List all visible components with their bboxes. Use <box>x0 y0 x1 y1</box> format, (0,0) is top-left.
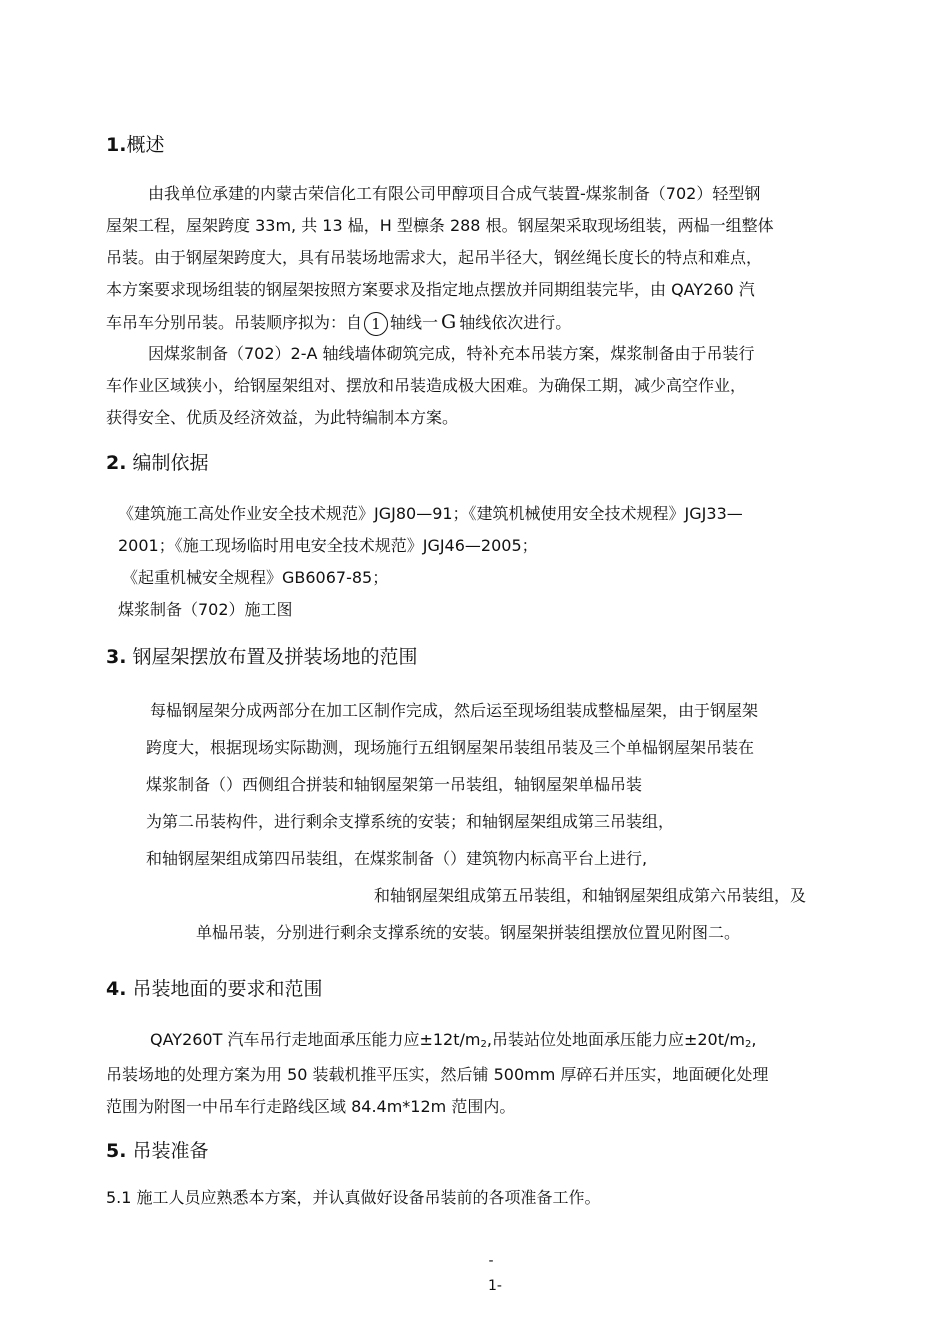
section-1-paragraph-2 <box>106 338 755 434</box>
section-3-line-1: 每榀钢屋架分成两部分在加工区制作完成，然后运至现场组装成整榀屋架，由于钢屋架 <box>150 701 759 720</box>
section-number: 3. <box>106 646 127 668</box>
section-3-line-6: 和轴钢屋架组成第五吊装组，和轴钢屋架组成第六吊装组，及 <box>374 886 807 905</box>
text-line: 吊装场地的处理方案为用 50 装载机推平压实，然后铺 500mm 厚碎石并压实，地面硬化处理 <box>106 1065 769 1084</box>
reference-line: 《建筑施工高处作业安全技术规范》JGJ80—91；《建筑机械使用安全技术规程》JGJ33— <box>118 504 743 523</box>
reference-line: 2001；《施工现场临时用电安全技术规范》JGJ46—2005； <box>118 536 538 555</box>
section-number: 2. <box>106 452 127 474</box>
section-title: 吊装地面的要求和范围 <box>132 978 323 1000</box>
text-run: ,吊装站位处地面承压能力应±20t/m <box>486 1030 745 1049</box>
section-number: 1. <box>106 134 127 156</box>
text-line: 屋架工程，屋架跨度 33m, 共 13 榀，H 型檩条 288 根。钢屋架采取现场组装，两榀一组整体 <box>106 216 774 235</box>
section-3-line-2: 跨度大，根据现场实际勘测，现场施行五组钢屋架吊装组吊装及三个单榀钢屋架吊装在 <box>146 738 755 757</box>
section-number: 4. <box>106 978 127 1000</box>
section-3-line-4: 为第二吊装构件，进行剩余支撑系统的安装；和轴钢屋架组成第三吊装组， <box>146 812 675 831</box>
text-run: QAY260T 汽车吊行走地面承压能力应±12t/m <box>150 1030 481 1049</box>
text-line: 吊装。由于钢屋架跨度大，具有吊装场地需求大，起吊半径大，钢丝绳长度长的特点和难点， <box>106 248 763 267</box>
section-3-line-5: 和轴钢屋架组成第四吊装组，在煤浆制备（）建筑物内标高平台上进行, <box>146 849 648 868</box>
text-line: 由我单位承建的内蒙古荣信化工有限公司甲醇项目合成气装置-煤浆制备（702）轻型钢 <box>148 184 761 203</box>
text-line <box>106 306 774 339</box>
section-5-line-1: 5.1 施工人员应熟悉本方案，并认真做好设备吊装前的各项准备工作。 <box>106 1188 601 1207</box>
text-line: 获得安全、优质及经济效益，为此特编制本方案。 <box>106 408 459 427</box>
circled-axis-number: 1 <box>364 312 388 336</box>
section-1-paragraph-1 <box>106 178 774 339</box>
section-number: 5. <box>106 1140 127 1162</box>
section-title: 编制依据 <box>132 452 209 474</box>
text-line: 范围为附图一中吊车行走路线区域 84.4m*12m 范围内。 <box>106 1097 516 1116</box>
text-line: 因煤浆制备（702）2-A 轴线墙体砌筑完成，特补充本吊装方案，煤浆制备由于吊装行 <box>148 344 755 363</box>
text-run: 轴线依次进行。 <box>459 313 572 332</box>
reference-line: 煤浆制备（702）施工图 <box>118 600 293 619</box>
reference-line: 《起重机械安全规程》GB6067-85； <box>122 568 389 587</box>
text-run: 车吊车分别吊装。吊装顺序拟为：自 <box>106 313 363 332</box>
section-4-paragraph <box>106 1024 768 1123</box>
section-title: 吊装准备 <box>132 1140 209 1162</box>
section-3-heading <box>106 642 417 669</box>
subscript: 2 <box>480 1039 487 1050</box>
section-1-heading <box>106 130 164 157</box>
page-number: 1- <box>488 1278 502 1294</box>
section-4-heading <box>106 974 322 1001</box>
section-3-line-7: 单榀吊装，分别进行剩余支撑系统的安装。钢屋架拼装组摆放位置见附图二。 <box>196 923 741 942</box>
section-2-heading <box>106 448 208 475</box>
section-5-heading <box>106 1136 208 1163</box>
page-number-dash: - <box>488 1253 494 1269</box>
section-title: 概述 <box>126 134 165 156</box>
section-3-line-3: 煤浆制备（）西侧组合拼装和轴钢屋架第一吊装组，轴钢屋架单榀吊装 <box>146 775 643 794</box>
text-run: , <box>751 1030 757 1049</box>
section-2-references <box>118 498 743 626</box>
text-line: 本方案要求现场组装的钢屋架按照方案要求及指定地点摆放并同期组装完毕，由 QAY260 汽 <box>106 280 755 299</box>
axis-letter: G <box>441 311 457 333</box>
text-line <box>106 1024 768 1059</box>
section-title: 钢屋架摆放布置及拼装场地的范围 <box>132 646 418 668</box>
text-run: 轴线一 <box>390 313 439 332</box>
text-line: 车作业区域狭小，给钢屋架组对、摆放和吊装造成极大困难。为确保工期，减少高空作业， <box>106 376 747 395</box>
subscript: 2 <box>744 1039 752 1050</box>
